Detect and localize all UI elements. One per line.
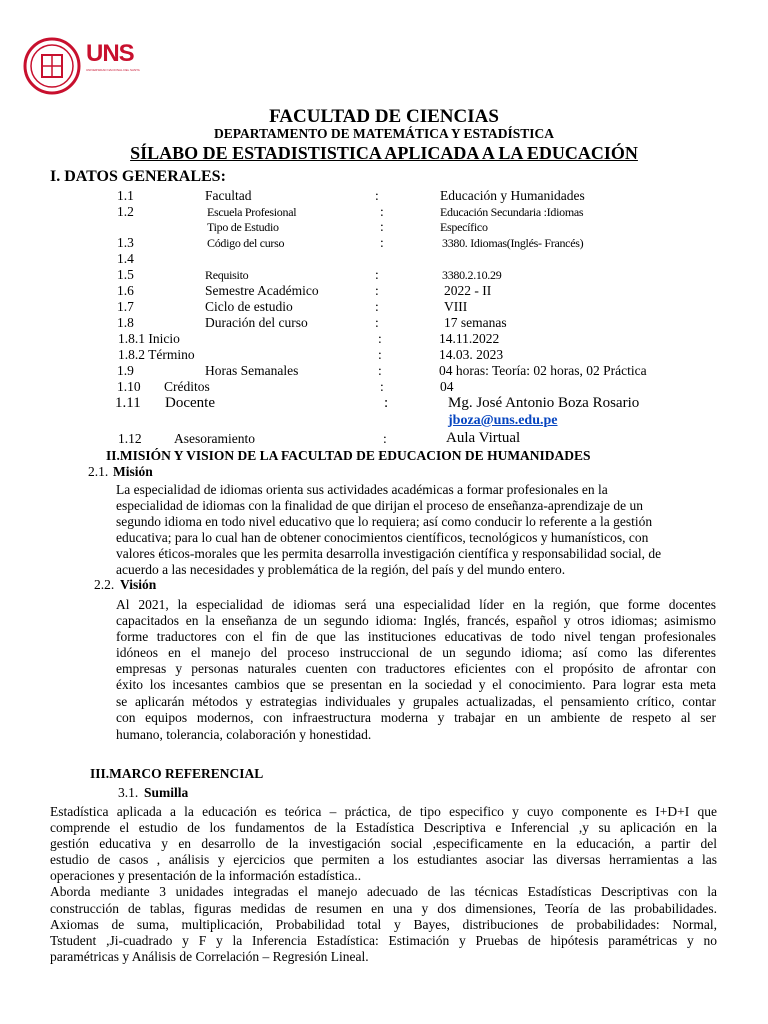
row-sep: : [375, 315, 379, 330]
sumilla-title: Sumilla [144, 785, 189, 800]
row-num: 1.12 [118, 431, 142, 446]
row-label: Créditos [164, 379, 210, 394]
row-label: Facultad [205, 188, 252, 203]
row-num: 1.8.1 Inicio [118, 331, 180, 346]
row-num: 1.9 [117, 363, 134, 378]
text-line: acuerdo a las necesidades y problemática de la región, del país y del mundo entero. [116, 562, 566, 578]
vision-paragraph [116, 597, 716, 726]
row-num: 1.8 [117, 315, 134, 330]
text-line: construcción de tablas, figuras medidas de resumen en una y dos dimensiones, Teoría de las probabilidades. [50, 900, 717, 916]
row-sep: : [380, 235, 384, 250]
text-line: valores éticos-morales que les permita desarrolla investigación científica y responsabilidad social, de [116, 546, 662, 562]
text-line: operaciones y presentación de la información estadística.. [50, 868, 362, 884]
row-sep: : [384, 395, 389, 411]
row-num: 1.7 [117, 299, 134, 314]
row-label: Tipo de Estudio [207, 220, 279, 234]
row-value: Aula Virtual [446, 430, 521, 446]
row-value: 14.03. 2023 [439, 347, 504, 362]
vision-num: 2.2. [94, 577, 115, 592]
text-line: Tstudent ,Ji-cuadrado y F y la Inferencia Estadística: Estimación y Pruebas de hipótesis paramétricas y no [50, 932, 717, 948]
logo-text: UNS [86, 40, 134, 67]
sumilla-num: 3.1. [118, 785, 139, 800]
row-sep: : [375, 299, 379, 314]
row-sep: : [380, 379, 384, 394]
syllabus-title: SÍLABO DE ESTADISTISTICA APLICADA A LA EDUCACIÓN [130, 143, 638, 163]
text-line: empresas y personas naturales cuenten con traductores eficientes con el propósito de afrontar con [116, 661, 716, 677]
uns-logo [22, 36, 142, 96]
row-value: 3380. Idiomas(Inglés- Francés) [442, 236, 584, 250]
row-num: 1.3 [117, 235, 134, 250]
text-line: comprende el estudio de los fundamentos de la Estadística Descriptiva e Inferencial ,y su aplicación en la [50, 820, 717, 836]
faculty-title: FACULTAD DE CIENCIAS [269, 106, 499, 127]
mision-title: Misión [113, 464, 153, 479]
row-label: Duración del curso [205, 315, 308, 330]
row-sep: : [380, 204, 384, 219]
row-sep: : [378, 347, 382, 362]
text-line: Axiomas de suma, multiplicación, Probabilidad total y Bayes, distribuciones de probabilidades: Normal, [50, 916, 717, 932]
row-label: Docente [165, 395, 215, 411]
row-num: 1.8.2 Término [118, 347, 195, 362]
row-value: Específico [440, 220, 488, 234]
row-value: 2022 - II [444, 283, 492, 298]
vision-title: Visión [120, 577, 157, 592]
text-line: segundo idioma en todo nivel educativo que lo requiera; así como conducir lo referente a la gestión [116, 514, 653, 530]
mision-num: 2.1. [88, 464, 109, 479]
row-sep: : [375, 283, 379, 298]
row-sep: : [375, 267, 379, 282]
text-line: forme traductores con el fin de que las instituciones educativas de todo nivel tengan profesionales [116, 629, 716, 645]
row-num: 1.11 [115, 395, 141, 411]
row-value: Educación Secundaria :Idiomas [440, 205, 584, 219]
vision-last-line: humano, tolerancia, colaboración y honestidad. [116, 727, 372, 742]
row-value: 3380.2.10.29 [442, 268, 502, 282]
row-num: 1.1 [117, 188, 134, 203]
text-line: capacitados en la enseñanza de un segundo idioma: Inglés, francés, español y otros idiomas; asimismo [116, 613, 716, 629]
section-heading-mision-vision: II.MISIÓN Y VISION DE LA FACULTAD DE EDUCACION DE HUMANIDADES [106, 448, 591, 463]
text-line: especialidad de idiomas con la finalidad de que dirijan el proceso de enseñanza-aprendizaje de un [116, 498, 644, 514]
row-num: 1.2 [117, 204, 134, 219]
row-num: 1.6 [117, 283, 134, 298]
department-title: DEPARTAMENTO DE MATEMÁTICA Y ESTADÍSTICA [213, 126, 555, 141]
text-line: Al 2021, la especialidad de idiomas será una especialidad líder en la región, que forme docentes [116, 597, 716, 612]
section-heading-datos: I. DATOS GENERALES: [50, 168, 226, 185]
row-label: Código del curso [207, 236, 285, 250]
text-line: Aborda mediante 3 unidades integradas el manejo adecuado de las técnicas Estadísticas Descriptivas con la [50, 884, 717, 900]
row-value: 17 semanas [444, 315, 507, 330]
text-line: con equipos modernos, con infraestructura moderna y trabajar en un ambiente de respeto al ser [116, 709, 716, 725]
row-value: 04 [440, 379, 454, 394]
row-value: VIII [444, 299, 468, 314]
text-line: gestión educativa y en desarrollo de la investigación social ,especificamente en la educación, a partir del [50, 836, 717, 852]
row-label: Ciclo de estudio [205, 299, 293, 314]
row-sep: : [383, 431, 387, 446]
row-label: Semestre Académico [205, 283, 319, 298]
row-label: Requisito [205, 268, 249, 282]
row-value: 04 horas: Teoría: 02 horas, 02 Práctica [439, 363, 647, 378]
text-line: estudio de casos , análisis y ejercicios que permiten a los estudiantes asociar las diversas herramientas a las [50, 852, 717, 868]
docente-name: Mg. José Antonio Boza Rosario [448, 395, 640, 411]
docente-email-link[interactable]: jboza@uns.edu.pe [448, 413, 558, 428]
text-line: Estadística aplicada a la educación es teórica – práctica, de tipo especifico y cuyo componente es I+D+I que [50, 804, 717, 819]
row-sep: : [378, 331, 382, 346]
row-label: Escuela Profesional [207, 205, 297, 219]
text-line: paramétricas y Análisis de Correlación – Regresión Lineal. [50, 948, 369, 964]
row-sep: : [375, 188, 379, 203]
row-value: Educación y Humanidades [440, 188, 585, 203]
row-num: 1.4 [117, 251, 134, 266]
logo-subtext: UNIVERSIDAD NACIONAL DEL SANTA [86, 68, 140, 72]
text-line: La especialidad de idiomas orienta sus actividades académicas a formar profesionales en la [116, 482, 608, 497]
row-label: Asesoramiento [174, 431, 255, 446]
text-line: éxito los incesantes cambios que se presentan en la sociedad y el conocimiento. Para lograr esta meta [116, 677, 716, 693]
text-line: idóneos en el manejo del proceso instruccional de un segundo idioma; así como las diferentes [116, 645, 716, 661]
mision-paragraph [116, 482, 661, 579]
section-heading-marco: III.MARCO REFERENCIAL [90, 766, 264, 781]
row-num: 1.5 [117, 267, 134, 282]
row-value: 14.11.2022 [439, 331, 500, 346]
row-sep: : [378, 363, 382, 378]
text-line: educativa; para lo cual han de obtener conocimientos científicos, tecnológicos y humanísticos, con [116, 530, 649, 546]
row-sep: : [380, 219, 384, 234]
row-num: 1.10 [117, 379, 141, 394]
text-line: se aplicarán métodos y estrategias individuales y grupales actualizadas, el pensamiento crítico, contar [116, 693, 716, 709]
sumilla-paragraph [50, 804, 717, 965]
row-label: Horas Semanales [205, 363, 299, 378]
